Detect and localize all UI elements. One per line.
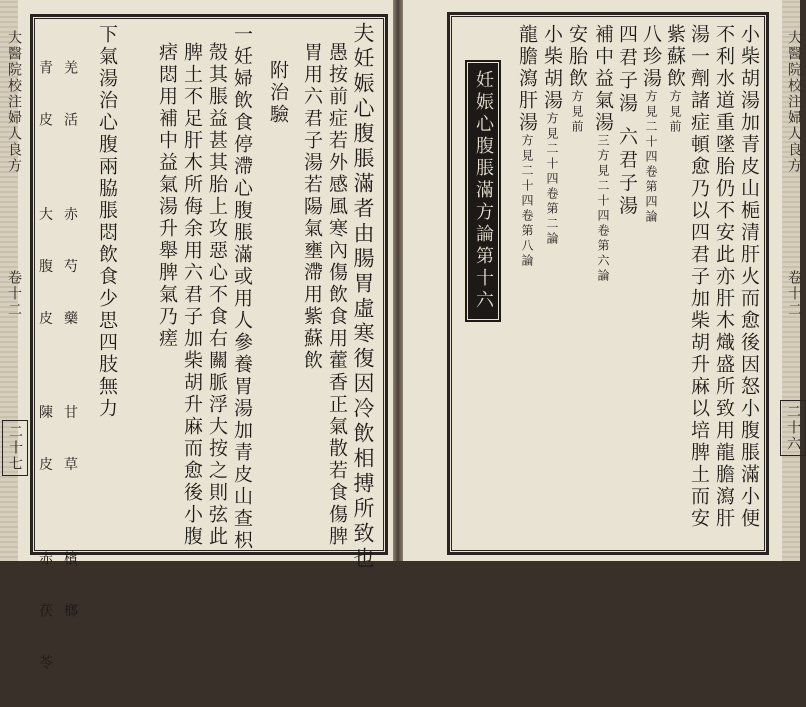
text-column: 夫妊娠心腹脹滿者由腸胃虛寒復因冷飲相搏所致也 [351, 22, 375, 572]
text-column: 胃用六君子湯若陽氣壅滯用紫蘇飲 [301, 42, 323, 372]
page-number: 二十七 [2, 420, 28, 476]
ingredient-column: 青皮 大腹皮 陳皮 赤茯苓 [37, 60, 53, 707]
recipe-entry: 四君子湯 六君子湯 [616, 24, 638, 219]
text-column: 不利水道重墜胎仍不安此亦肝木熾盛所致用龍膽瀉肝 [713, 24, 735, 530]
left-page [0, 0, 393, 707]
margin-chapter: 卷十二 [6, 270, 22, 318]
chapter-heading: 妊娠心腹脹滿方論第十六 [465, 60, 501, 322]
recipe-name: 八珍湯 [640, 24, 662, 90]
recipe-name: 安胎飲 [566, 24, 588, 90]
text-column: 脾土不足肝木所侮余用六君子加柴胡升麻而愈後小腹 [181, 42, 203, 548]
recipe-note: 方見前 [570, 90, 584, 135]
page-number: 二十六 [780, 400, 806, 456]
text-column: 湯一劑諸症頓愈乃以四君子加柴胡升麻以培脾土而安 [688, 24, 710, 530]
recipe-entry [593, 24, 612, 284]
text-column: 一妊婦飲食停滯心腹脹滿或用人參養胃湯加青皮山查枳 [231, 24, 253, 552]
recipe-entry [641, 24, 660, 225]
recipe-note: 方見前 [668, 90, 682, 135]
right-page [403, 0, 800, 561]
recipe-name: 紫蘇飲 [664, 24, 686, 90]
recipe-name: 龍膽瀉肝湯 [516, 24, 538, 134]
recipe-note: 方見二十四卷第八論 [520, 134, 534, 269]
margin-chapter: 卷十二 [786, 270, 802, 318]
section-heading: 附治驗 [267, 60, 289, 126]
recipe-note: 方見二十四卷第二論 [545, 112, 559, 247]
text-column: 殼其脹益甚其胎上攻惡心不食右關脈浮大按之則弦此 [206, 42, 228, 548]
recipe-name: 小柴胡湯 [541, 24, 563, 112]
text-column: 愚按前症若外感風寒內傷飲食用藿香正氣散若食傷脾 [326, 42, 348, 548]
recipe-name: 補中益氣湯 [592, 24, 614, 134]
recipe-note: 方見二十四卷第四論 [644, 90, 658, 225]
margin-title: 大醫院校注婦人良方 [6, 30, 22, 174]
ingredient-column: 羌活 赤芍藥 甘草 檳榔 [62, 60, 78, 656]
text-column: 痞悶用補中益氣湯升舉脾氣乃瘥 [156, 42, 178, 350]
recipe-entry [567, 24, 586, 135]
recipe-heading: 下氣湯治心腹兩脇脹悶飲食少思四肢無力 [96, 24, 118, 420]
book-gutter [393, 0, 403, 561]
recipe-entry [665, 24, 684, 135]
recipe-note: 三方見二十四卷第六論 [596, 134, 610, 284]
text-column: 小柴胡湯加青皮山梔清肝火而愈後因怒小腹脹滿小便 [738, 24, 760, 530]
recipe-entry [542, 24, 561, 247]
margin-title: 大醫院校注婦人良方 [786, 30, 802, 174]
recipe-entry [517, 24, 536, 269]
